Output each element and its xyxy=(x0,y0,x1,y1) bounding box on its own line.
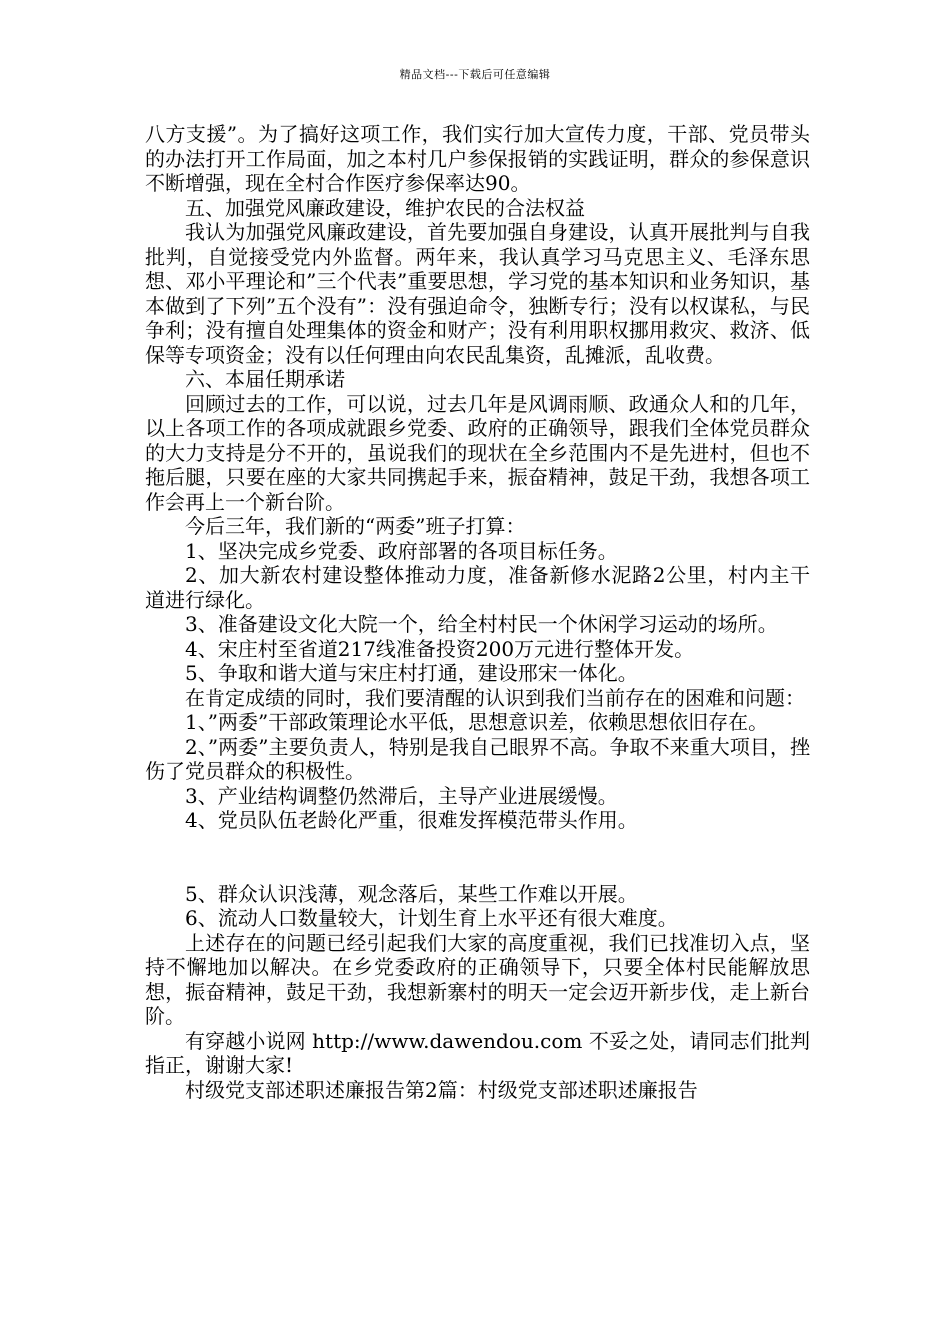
paragraph: 在肯定成绩的同时，我们要清醒的认识到我们当前存在的困难和问题： xyxy=(185,685,805,710)
paragraph: 回顾过去的工作，可以说，过去几年是风调雨顺、政通众人和的几年，以上各项工作的各项成就跟乡党委、政府的正确领导，跟我们全体党员群众的大力支持是分不开的，虽说我们的现状在全乡范围内不是先进村，但也不拖后腿，只要在座的大家共同携起手来，振奋精神，鼓足干劲，我想各项工作会再上一个新台阶。 xyxy=(145,391,810,514)
list-item: 1、”两委”干部政策理论水平低，思想意识差，依赖思想依旧存在。 xyxy=(185,710,769,734)
paragraph: 上述存在的问题已经引起我们大家的高度重视，我们已找准切入点，坚持不懈地加以解决。在乡党委政府的正确领导下，只要全体村民能解放思想，振奋精神，鼓足干劲，我想新寨村的明天一定会迈开新步伐，走上新台阶。 xyxy=(145,930,810,1028)
section-heading: 六、本届任期承诺 xyxy=(185,367,345,391)
paragraph: 今后三年，我们新的“两委”班子打算： xyxy=(185,514,526,538)
paragraph: 村级党支部述职述廉报告第2篇：村级党支部述职述廉报告 xyxy=(185,1077,698,1102)
document-body xyxy=(145,122,810,1102)
list-item: 5、争取和谐大道与宋庄村打通，建设邢宋一体化。 xyxy=(185,661,638,685)
list-item: 2、加大新农村建设整体推动力度，准备新修水泥路2公里，村内主干道进行绿化。 xyxy=(145,563,810,612)
list-item: 1、坚决完成乡党委、政府部署的各项目标任务。 xyxy=(185,538,618,563)
list-item: 5、群众认识浅薄，观念落后，某些工作难以开展。 xyxy=(185,881,638,906)
list-item: 4、宋庄村至省道217线准备投资200万元进行整体开发。 xyxy=(185,636,695,661)
list-item: 4、党员队伍老龄化严重，很难发挥模范带头作用。 xyxy=(185,808,638,832)
list-item: 2、”两委”主要负责人，特别是我自己眼界不高。争取不来重大项目，挫伤了党员群众的积极性。 xyxy=(145,734,810,783)
section-heading: 五、加强党风廉政建设，维护农民的合法权益 xyxy=(185,195,585,220)
paragraph: 八方支援”。为了搞好这项工作，我们实行加大宣传力度，干部、党员带头的办法打开工作局面，加之本村几户参保报销的实践证明，群众的参保意识不断增强，现在全村合作医疗参保率达90。 xyxy=(145,122,810,195)
list-item: 3、产业结构调整仍然滞后，主导产业进展缓慢。 xyxy=(185,783,618,808)
paragraph: 有穿越小说网 http://www.dawendou.com 不妥之处，请同志们批判指正，谢谢大家! xyxy=(145,1028,810,1077)
list-item: 6、流动人口数量较大，计划生育上水平还有很大难度。 xyxy=(185,906,678,930)
paragraph: 我认为加强党风廉政建设，首先要加强自身建设，认真开展批判与自我批判，自觉接受党内外监督。两年来，我认真学习马克思主义、毛泽东思想、邓小平理论和”三个代表”重要思想，学习党的基本知识和业务知识，基本做到了下列”五个没有”：没有强迫命令，独断专行；没有以权谋私，与民争利；没有擅自处理集体的资金和财产；没有利用职权挪用救灾、救济、低保等专项资金；没有以任何理由向农民乱集资，乱摊派，乱收费。 xyxy=(145,220,810,367)
blank-gap xyxy=(145,833,810,882)
page-header: 精品文档---下载后可任意编辑 xyxy=(399,68,551,81)
list-item: 3、准备建设文化大院一个，给全村村民一个休闲学习运动的场所。 xyxy=(185,612,778,636)
